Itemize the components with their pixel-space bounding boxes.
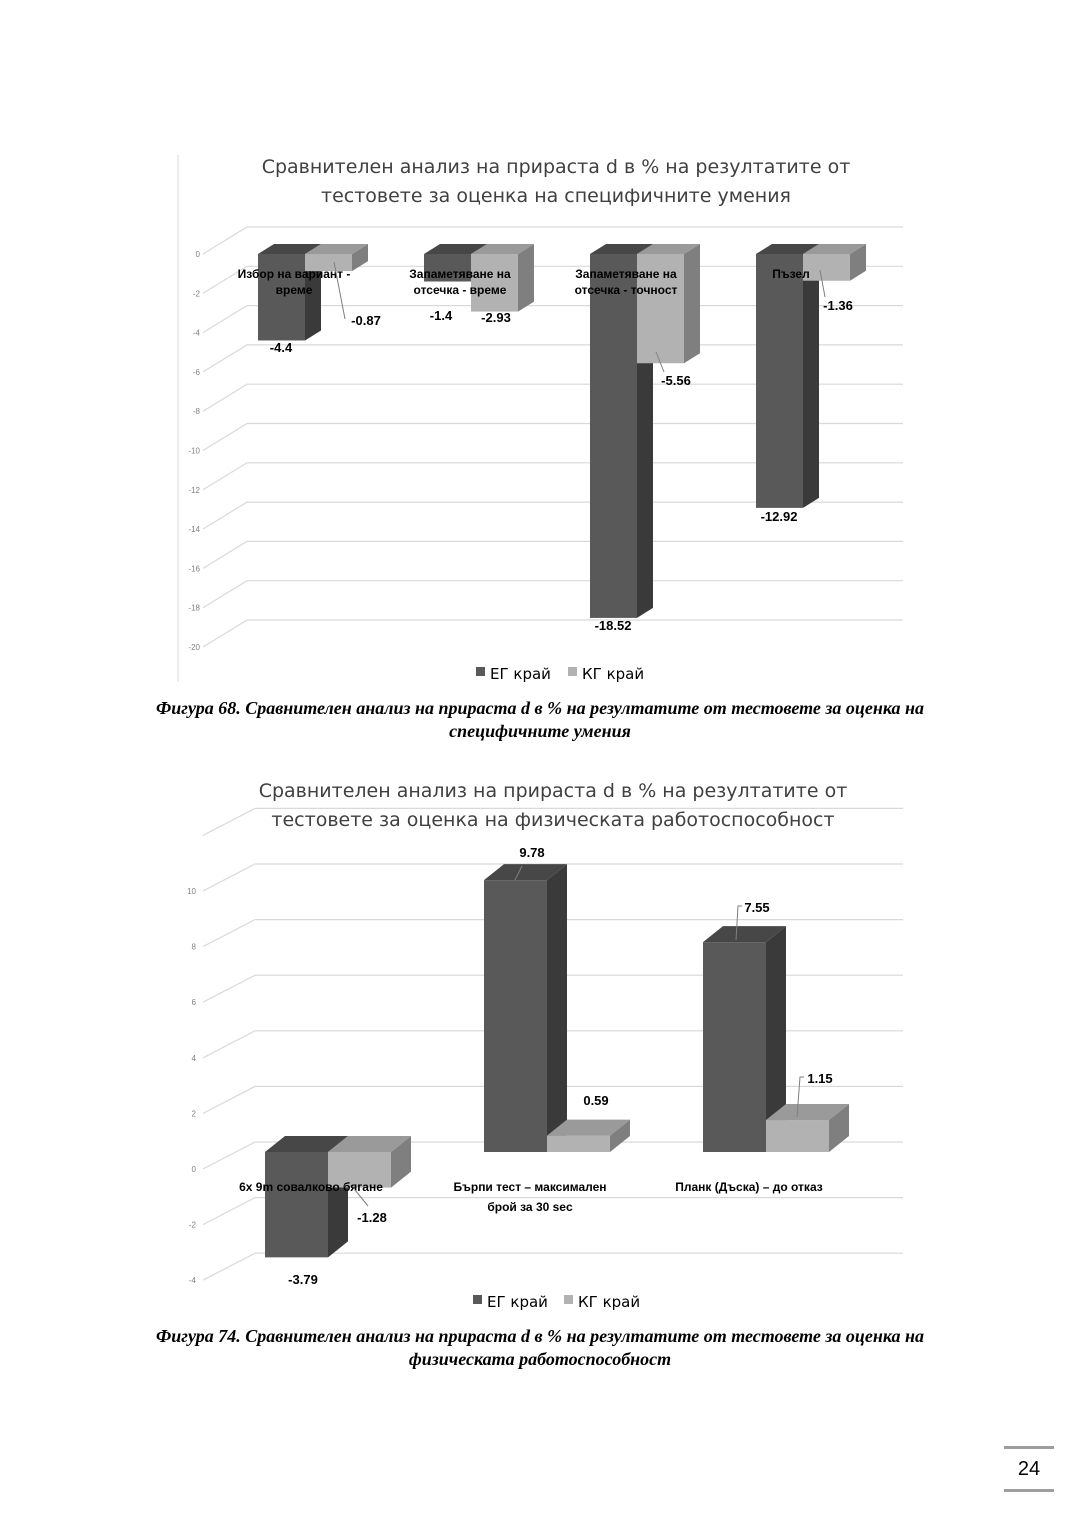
chart2-category-label: Планк (Дъска) – до отказ — [675, 1180, 823, 1194]
chart2-y-tick: -4 — [188, 1276, 196, 1286]
figure-74-caption: Фигура 74. Сравнителен анализ на прираста d в % на резултатите от тестовете за оценка на физическата работоспособност — [155, 1326, 925, 1369]
chart2-y-tick: 6 — [191, 998, 196, 1008]
chart1-title-line-1: Сравнителен анализ на прираста d в % на резултатите от — [261, 156, 851, 178]
chart1-y-tick: -16 — [188, 564, 200, 574]
chart2-bar-kg-front — [547, 1136, 610, 1152]
chart1-y-tick: -12 — [188, 485, 200, 495]
chart1-category-label: Запаметяване на — [409, 267, 511, 281]
chart1-data-label-eg: -4.4 — [269, 340, 293, 355]
chart1-y-tick: -4 — [192, 328, 200, 338]
chart2-y-tick: 4 — [191, 1053, 196, 1063]
chart2-data-label-kg: 1.15 — [807, 1071, 833, 1086]
chart2-bar-eg-front — [265, 1152, 328, 1257]
chart1-category-label: Запаметяване на — [575, 267, 677, 281]
chart2-bar-eg-side — [547, 864, 567, 1152]
chart1-legend-kg: КГ край — [582, 665, 645, 683]
chart2-y-tick: 10 — [187, 887, 196, 896]
chart1-y-tick: -10 — [188, 446, 200, 456]
chart2-category-label: 6x 9m совалково бягане — [239, 1180, 383, 1194]
chart1-y-tick: -14 — [188, 525, 200, 535]
chart2-bar-kg — [766, 1104, 849, 1152]
chart2-y-tick: 8 — [191, 942, 196, 952]
chart2-data-label-kg: 0.59 — [583, 1093, 609, 1108]
chart2-legend-eg: ЕГ край — [487, 1293, 548, 1311]
chart1-data-label-eg: -12.92 — [760, 509, 798, 524]
figure-68-caption: Фигура 68. Сравнителен анализ на прираста d в % на резултатите от тестовете за оценка на специфичните умения — [155, 698, 925, 741]
chart2-bar-kg-front — [766, 1120, 829, 1152]
chart1-data-label-eg: -1.4 — [429, 308, 453, 323]
chart1-category-label: Избор на вариант - — [237, 267, 351, 281]
page-number: 24 — [1004, 1446, 1054, 1492]
chart2-y-tick: 0 — [191, 1165, 196, 1174]
chart1-category-label: Пъзел — [772, 267, 810, 281]
chart1-data-label-kg: -0.87 — [351, 313, 381, 328]
chart1-category-label: време — [275, 283, 313, 297]
chart1-title-line-2: тестовете за оценка на специфичните умения — [321, 185, 791, 207]
chart1-data-label-kg: -1.36 — [823, 298, 853, 313]
chart2-category-label: Бърпи тест – максимален — [453, 1180, 607, 1194]
chart2-y-tick: -2 — [188, 1220, 196, 1230]
chart1-y-tick: -20 — [188, 643, 200, 652]
chart2-title-line-1: Сравнителен анализ на прираста d в % на резултатите от — [258, 780, 848, 802]
chart1-y-tick: -18 — [188, 603, 200, 613]
chart1-data-label-kg: -2.93 — [481, 310, 511, 325]
chart2-legend-swatch-kg — [564, 1295, 573, 1304]
chart2-data-label-eg: 7.55 — [744, 900, 770, 915]
chart1-y-tick: 0 — [195, 250, 200, 259]
chart2-title-line-2: тестовете за оценка на физическата работоспособност — [271, 809, 835, 831]
chart1-y-tick: -6 — [192, 367, 200, 377]
chart2-category-label: брой за 30 sec — [487, 1200, 573, 1214]
chart1-category-label: отсечка - точност — [574, 283, 678, 297]
chart2-data-label-eg: -3.79 — [288, 1272, 318, 1287]
chart2-bar-eg — [484, 864, 567, 1152]
chart2-bar-eg-front — [703, 942, 766, 1152]
chart1-y-tick: -2 — [192, 289, 200, 299]
chart1-data-label-kg: -5.56 — [661, 373, 691, 388]
chart2-legend-swatch-eg — [473, 1295, 482, 1304]
chart1-category-label: отсечка - време — [413, 283, 507, 297]
chart2-data-label-eg: 9.78 — [519, 845, 545, 860]
chart1-y-tick: -8 — [192, 407, 200, 417]
chart2-y-tick: 2 — [191, 1109, 196, 1119]
chart1-legend-eg: ЕГ край — [490, 665, 551, 683]
chart2-bar-eg-front — [484, 880, 547, 1152]
chart2-data-label-kg: -1.28 — [357, 1210, 387, 1225]
chart2-legend-kg: КГ край — [578, 1293, 641, 1311]
chart1-data-label-eg: -18.52 — [594, 618, 632, 633]
